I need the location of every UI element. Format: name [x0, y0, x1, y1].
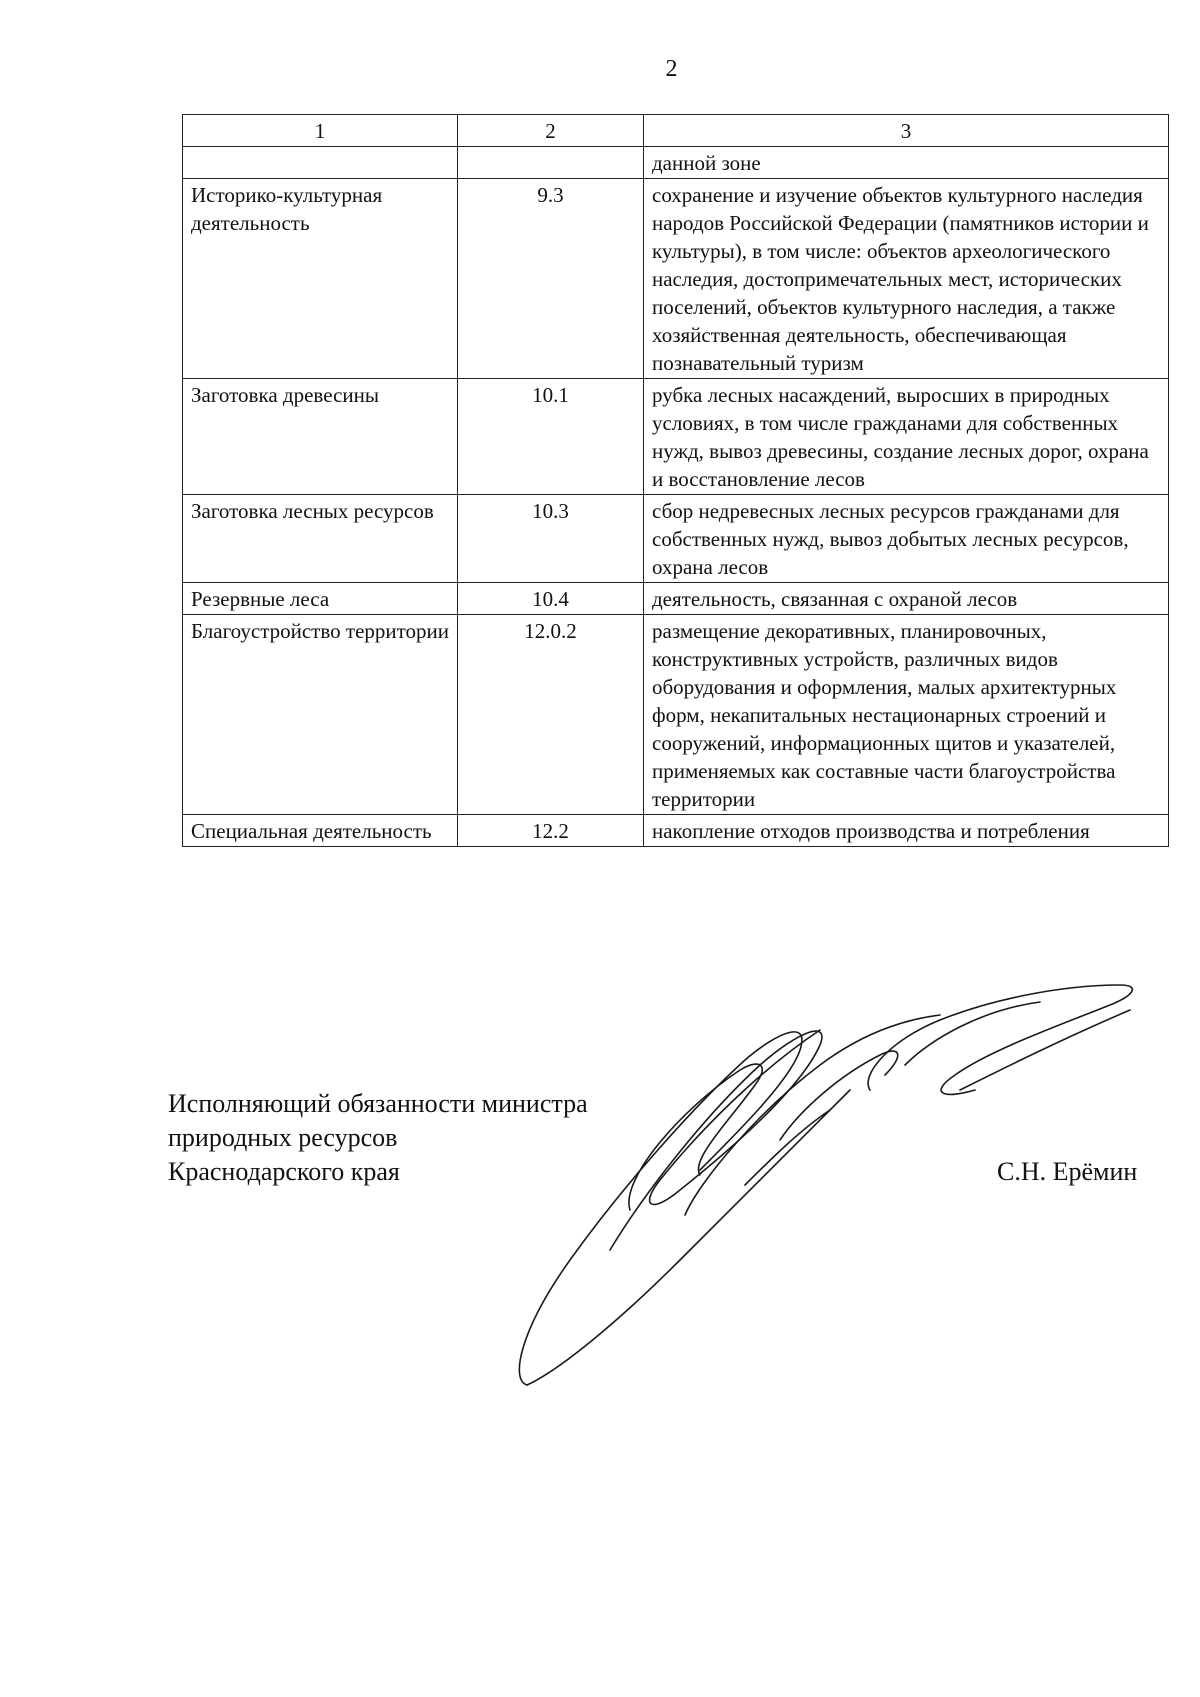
use-type-code: 9.3 [458, 179, 644, 379]
column-header-2: 2 [458, 115, 644, 147]
position-line: природных ресурсов [168, 1123, 398, 1152]
use-type-name: Историко-культурная деятельность [183, 179, 458, 379]
use-type-name: Заготовка древесины [183, 379, 458, 495]
use-type-description: размещение декоративных, планировочных, конструктивных устройств, различных видов оборудования и оформления, малых архитектурных форм, некапитальных нестационарных строений и сооружений, информационных щитов и указателей, применяемых как составные части благоустройства территории [644, 615, 1169, 815]
use-type-description: деятельность, связанная с охраной лесов [644, 583, 1169, 615]
column-header-3: 3 [644, 115, 1169, 147]
use-type-code: 10.3 [458, 495, 644, 583]
use-type-description: данной зоне [644, 147, 1169, 179]
use-type-name: Специальная деятельность [183, 815, 458, 847]
position-line: Краснодарского края [168, 1157, 400, 1186]
use-type-code: 12.0.2 [458, 615, 644, 815]
use-type-description: сбор недревесных лесных ресурсов гражданами для собственных нужд, вывоз добытых лесных ресурсов, охрана лесов [644, 495, 1169, 583]
use-type-description: сохранение и изучение объектов культурного наследия народов Российской Федерации (памятников истории и культуры), в том числе: объектов археологического наследия, достопримечательных мест, исторических поселений, объектов культурного наследия, а также хозяйственная деятельность, обеспечивающая познавательный туризм [644, 179, 1169, 379]
signer-name: С.Н. Ерёмин [997, 1157, 1138, 1186]
page-number: 2 [665, 56, 678, 82]
use-type-name: Резервные леса [183, 583, 458, 615]
use-type-code: 10.4 [458, 583, 644, 615]
use-type-name: Благоустройство территории [183, 615, 458, 815]
use-type-code: 12.2 [458, 815, 644, 847]
use-type-code: 10.1 [458, 379, 644, 495]
column-header-1: 1 [183, 115, 458, 147]
position-line: Исполняющий обязанности министра [168, 1089, 588, 1118]
use-type-description: накопление отходов производства и потребления [644, 815, 1169, 847]
use-type-name: Заготовка лесных ресурсов [183, 495, 458, 583]
use-type-description: рубка лесных насаждений, выросших в природных условиях, в том числе гражданами для собственных нужд, вывоз древесины, создание лесных дорог, охрана и восстановление лесов [644, 379, 1169, 495]
